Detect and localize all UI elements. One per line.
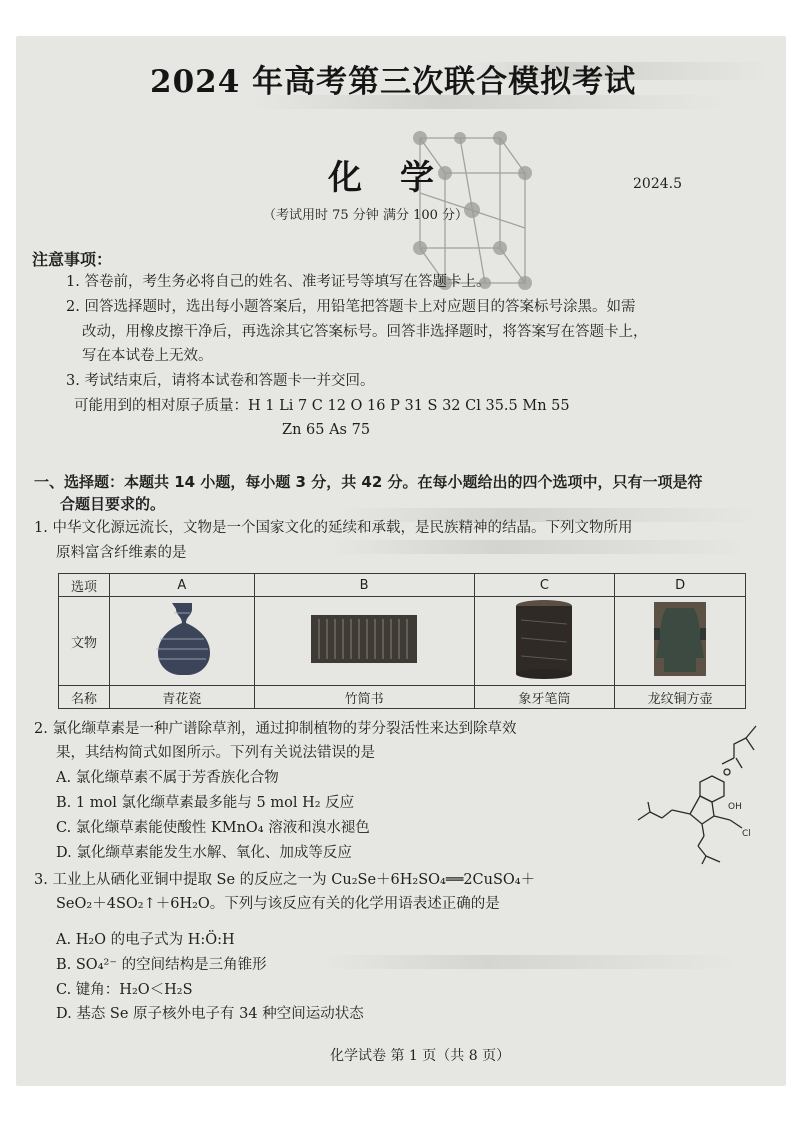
q2-option-a: A. 氯化缬草素不属于芳香族化合物 [56,770,279,786]
bleed-through-mark [320,955,740,969]
structural-formula-diagram [628,716,778,866]
q2-stem-cont: 果，其结构简式如图所示。下列有关说法错误的是 [56,745,375,761]
q2-option-d: D. 氯化缬草素能发生水解、氧化、加成等反应 [56,845,352,861]
notice-item: 3. 考试结束后，请将本试卷和答题卡一并交回。 [66,373,375,389]
notice-heading: 注意事项： [32,250,113,269]
blue-white-porcelain-image [146,599,218,679]
option-header: A [110,574,255,597]
exam-date: 2024.5 [633,176,682,192]
table-row-label: 文物 [59,597,110,686]
q3-option-a: A. H₂O 的电子式为 H:Ö:H [56,932,235,948]
artifact-name: 竹简书 [254,686,474,709]
ivory-brush-pot-image [509,598,579,680]
q3-option-b: B. SO₄²⁻ 的空间结构是三角锥形 [56,957,267,973]
q2-option-c: C. 氯化缬草素能使酸性 KMnO₄ 溶液和溴水褪色 [56,820,370,836]
page-footer: 化学试卷 第 1 页（共 8 页） [330,1048,511,1064]
artifact-image-cell [110,597,255,686]
exam-title: 2024 年高考第三次联合模拟考试 [150,64,637,100]
notice-item: 2. 回答选择题时，选出每小题答案后，用铅笔把答题卡上对应题目的答案标号涂黑。如需 [66,299,636,315]
artifact-table [58,573,746,709]
subject-title: 化学 [328,158,472,198]
notice-item: 写在本试卷上无效。 [82,348,213,364]
q2-option-b: B. 1 mol 氯化缬草素最多能与 5 mol H₂ 反应 [56,795,355,811]
notice-item: 1. 答卷前，考生务必将自己的姓名、准考证号等填写在答题卡上。 [66,274,491,290]
artifact-image-cell [254,597,474,686]
atomic-mass-line: 可能用到的相对原子质量：H 1 Li 7 C 12 O 16 P 31 S 32 Cl 35.5 Mn 55 [74,398,570,414]
table-row-label: 名称 [59,686,110,709]
option-header: B [254,574,474,597]
q3-stem-cont: SeO₂＋4SO₂↑＋6H₂O。下列与该反应有关的化学用语表述正确的是 [56,896,500,912]
q3-stem: 3. 工业上从硒化亚铜中提取 Se 的反应之一为 Cu₂Se＋6H₂SO₄══2CuSO₄＋ [34,872,536,888]
section-heading-cont: 合题目要求的。 [60,495,166,513]
artifact-name: 青花瓷 [110,686,255,709]
q2-stem: 2. 氯化缬草素是一种广谱除草剂，通过抑制植物的芽分裂活性来达到除草效 [34,721,517,737]
exam-duration: （考试用时 75 分钟 满分 100 分） [263,208,469,223]
artifact-name: 龙纹铜方壶 [615,686,746,709]
bamboo-slip-image [309,613,419,665]
section-heading: 一、选择题：本题共 14 小题，每小题 3 分，共 42 分。在每小题给出的四个选项中，只有一项是符 [34,473,703,491]
bleed-through-mark [330,540,750,554]
chlorine-label: Cl [742,829,751,839]
q1-stem: 1. 中华文化源远流长，文物是一个国家文化的延续和承载，是民族精神的结晶。下列文物所用 [34,520,633,536]
option-header: D [615,574,746,597]
bronze-pot-image [650,598,710,680]
notice-item: 改动，用橡皮擦干净后，再选涂其它答案标号。回答非选择题时，将答案写在答题卡上， [82,324,648,340]
q3-option-c: C. 键角：H₂O＜H₂S [56,982,193,998]
q3-option-d: D. 基态 Se 原子核外电子有 34 种空间运动状态 [56,1006,364,1022]
option-header: C [474,574,615,597]
artifact-image-cell [615,597,746,686]
artifact-image-cell [474,597,615,686]
hydroxyl-label: OH [728,802,742,812]
atomic-mass-line: Zn 65 As 75 [282,422,371,438]
q1-stem-cont: 原料富含纤维素的是 [56,545,187,561]
artifact-name: 象牙笔筒 [474,686,615,709]
table-row-label: 选项 [59,574,110,597]
